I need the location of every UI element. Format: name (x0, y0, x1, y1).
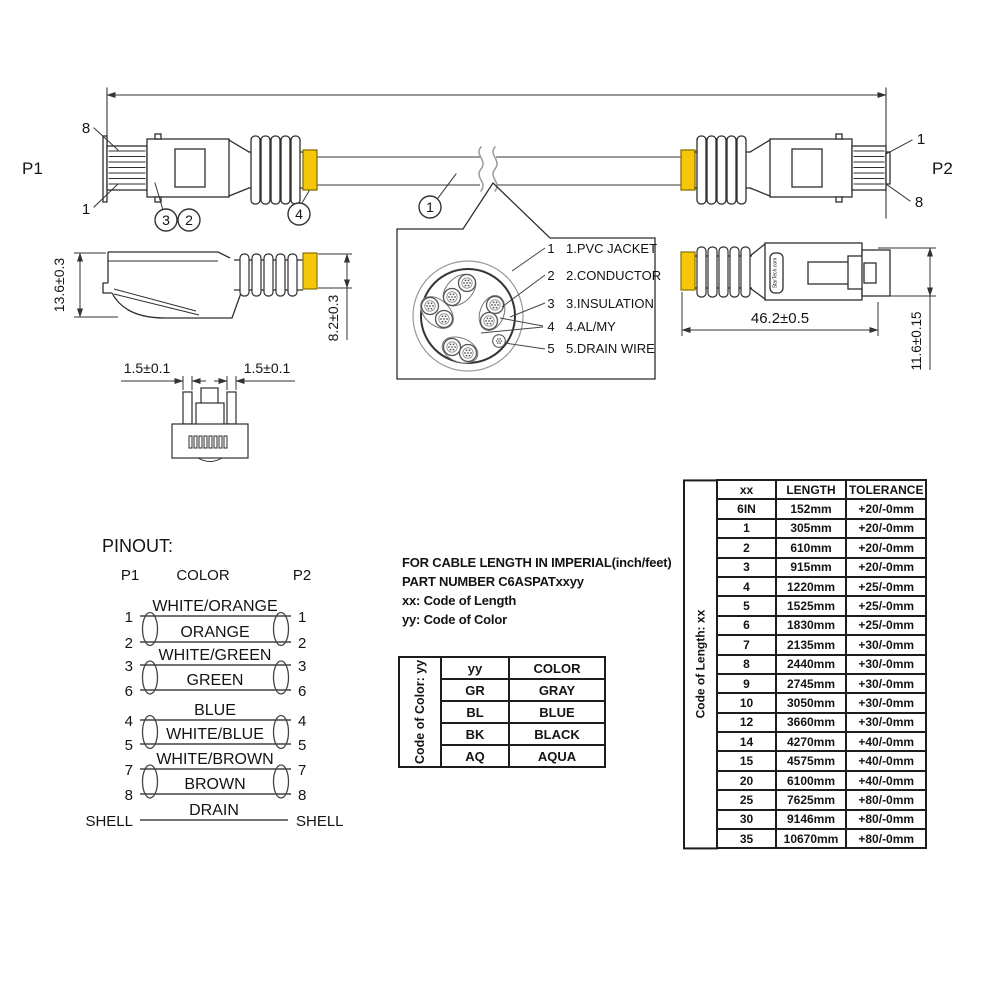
table-cell: +40/-0mm (846, 732, 926, 751)
pin-left: 5 (124, 737, 133, 754)
dim-connector-height-label: 13.6±0.3 (51, 257, 67, 313)
dim-tab-right-label: 1.5±0.1 (243, 360, 291, 376)
table-cell: 7625mm (776, 790, 846, 809)
table-cell: 10 (717, 693, 776, 712)
table-header-cell: yy (441, 657, 509, 679)
dim-tab-right (214, 376, 295, 390)
wire-color: ORANGE (180, 624, 250, 641)
table-row (717, 655, 926, 674)
wire-color: BLUE (194, 702, 236, 719)
table-cell: 7 (717, 635, 776, 654)
table-cell: +40/-0mm (846, 771, 926, 790)
pin-right: 5 (298, 737, 307, 754)
table-cell: 915mm (776, 558, 846, 577)
xs-num-2: 2 (547, 268, 555, 283)
pin-right: 1 (298, 609, 307, 626)
brand-label: StarTech.com (772, 257, 779, 289)
table-row (441, 745, 605, 767)
note-line: yy: Code of Color (402, 612, 507, 627)
xs-label-2: 2.CONDUCTOR (566, 268, 662, 283)
table-cell: 6 (717, 616, 776, 635)
callout-4 (288, 203, 310, 225)
side-view-drawing (51, 252, 352, 341)
table-cell: 610mm (776, 538, 846, 557)
front-view-drawing (121, 360, 295, 462)
pinout-header-p1: P1 (120, 567, 140, 584)
table-cell: AQ (441, 745, 509, 767)
pin-right: 6 (298, 683, 307, 700)
note-line: PART NUMBER C6ASPATxxyy (402, 574, 584, 589)
xs-label-4: 4.AL/MY (566, 319, 616, 334)
table-header-row (717, 480, 926, 499)
boot-side (234, 253, 317, 296)
xs-num-1: 1 (547, 241, 555, 256)
table-cell: 2 (717, 538, 776, 557)
table-cell: +20/-0mm (846, 499, 926, 518)
color-code-table-section (398, 656, 606, 768)
table-cell: +20/-0mm (846, 538, 926, 557)
table-cell: +30/-0mm (846, 713, 926, 732)
table-row (441, 701, 605, 723)
length-code-side-label: Code of Length: xx (683, 479, 718, 849)
table-cell: 14 (717, 732, 776, 751)
p2-pin1-label: 1 (916, 131, 926, 148)
table-row (717, 577, 926, 596)
table-cell: 305mm (776, 519, 846, 538)
note-line: FOR CABLE LENGTH IN IMPERIAL(inch/feet) (402, 555, 672, 570)
pin-right: 2 (298, 635, 307, 652)
color-code-table (440, 656, 606, 768)
table-cell: 35 (717, 829, 776, 848)
table-cell: +25/-0mm (846, 596, 926, 615)
pin-left: 7 (124, 762, 133, 779)
dim-connector-length-label: 46.2±0.5 (750, 310, 810, 327)
pinout-header-color: COLOR (176, 567, 230, 584)
table-cell: 3050mm (776, 693, 846, 712)
connector-p1-drawing (103, 134, 317, 204)
table-cell: 1220mm (776, 577, 846, 596)
table-cell: 1830mm (776, 616, 846, 635)
pin-right: 4 (298, 713, 307, 730)
pin-right: 7 (298, 762, 307, 779)
table-cell: 4270mm (776, 732, 846, 751)
table-cell: 1 (717, 519, 776, 538)
table-cell: +20/-0mm (846, 558, 926, 577)
p1-pin8-label: 8 (81, 120, 91, 137)
table-header-cell: LENGTH (776, 480, 846, 499)
shell-right-label: SHELL (296, 813, 344, 830)
pin-left: 6 (124, 683, 133, 700)
dim-connector-width-label: 11.6±0.15 (909, 311, 924, 371)
xs-label-1: 1.PVC JACKET (566, 241, 658, 256)
length-code-table (716, 479, 927, 849)
table-cell: BL (441, 701, 509, 723)
table-row (717, 558, 926, 577)
callout-1-num: 1 (426, 199, 434, 215)
pin-right: 8 (298, 787, 307, 804)
table-cell: 5 (717, 596, 776, 615)
table-cell: 3 (717, 558, 776, 577)
table-cell: AQUA (509, 745, 605, 767)
table-cell: +80/-0mm (846, 790, 926, 809)
boot-top (695, 247, 752, 297)
table-cell: 4 (717, 577, 776, 596)
pinout-header-p2: P2 (292, 567, 312, 584)
table-row (717, 674, 926, 693)
table-row (717, 810, 926, 829)
dim-connector-height (74, 253, 118, 317)
table-cell: +30/-0mm (846, 693, 926, 712)
table-cell: 12 (717, 713, 776, 732)
xs-num-5: 5 (547, 341, 555, 356)
table-cell: GR (441, 679, 509, 701)
table-cell: 3660mm (776, 713, 846, 732)
dim-tab-left-label: 1.5±0.1 (123, 360, 171, 376)
pin-left: 3 (124, 658, 133, 675)
table-cell: 20 (717, 771, 776, 790)
strain-relief-band-p1 (303, 150, 317, 190)
table-cell: 8 (717, 655, 776, 674)
dim-boot-height-label: 8.2±0.3 (325, 294, 341, 342)
table-cell: 1525mm (776, 596, 846, 615)
table-cell: +30/-0mm (846, 635, 926, 654)
xs-label-5: 5.DRAIN WIRE (566, 341, 655, 356)
table-cell: 152mm (776, 499, 846, 518)
strain-relief-band-side (303, 253, 317, 289)
table-cell: BLUE (509, 701, 605, 723)
shell-left-label: SHELL (85, 813, 133, 830)
callout-1 (419, 196, 441, 218)
table-cell: +80/-0mm (846, 810, 926, 829)
dim-tab-left (121, 376, 206, 390)
xs-num-4: 4 (547, 319, 555, 334)
table-cell: +80/-0mm (846, 829, 926, 848)
wire-color: BROWN (184, 776, 246, 793)
boot-p1 (249, 136, 303, 204)
pin-left: 1 (124, 609, 133, 626)
wire-color: WHITE/GREEN (158, 647, 272, 664)
table-cell: 15 (717, 751, 776, 770)
table-cell: +25/-0mm (846, 616, 926, 635)
table-cell: 4575mm (776, 751, 846, 770)
p1-label: P1 (22, 159, 43, 178)
table-cell: 9146mm (776, 810, 846, 829)
table-cell: 2135mm (776, 635, 846, 654)
strain-relief-band-p2 (681, 150, 695, 190)
table-row (717, 790, 926, 809)
table-row (717, 596, 926, 615)
pin-left: 8 (124, 787, 133, 804)
table-row (717, 538, 926, 557)
connector-p2-drawing (681, 134, 890, 204)
table-row (717, 771, 926, 790)
wire-color: WHITE/BLUE (166, 726, 264, 743)
table-header-cell: COLOR (509, 657, 605, 679)
table-cell: 30 (717, 810, 776, 829)
p2-label: P2 (932, 159, 953, 178)
table-header-cell: TOLERANCE (846, 480, 926, 499)
wire-color-drain: DRAIN (189, 802, 239, 819)
table-cell: +30/-0mm (846, 674, 926, 693)
cable-jacket-lines (317, 157, 681, 185)
boot-p2 (695, 136, 750, 204)
table-row (717, 635, 926, 654)
p2-pin8-label: 8 (914, 194, 924, 211)
note-line: xx: Code of Length (402, 593, 517, 608)
table-cell: BK (441, 723, 509, 745)
table-header-cell: xx (717, 480, 776, 499)
pin-right: 3 (298, 658, 307, 675)
table-cell: 25 (717, 790, 776, 809)
table-row (717, 751, 926, 770)
p1-pin1-label: 1 (81, 201, 91, 218)
table-cell: 9 (717, 674, 776, 693)
table-cell: GRAY (509, 679, 605, 701)
pinout-diagram (85, 536, 343, 830)
strain-relief-band-top (681, 252, 695, 290)
table-row (717, 499, 926, 518)
length-code-table-section (683, 479, 927, 849)
table-row (717, 519, 926, 538)
callout-2-num: 2 (185, 212, 193, 228)
wire-color: WHITE/BROWN (156, 751, 274, 768)
xs-label-3: 3.INSULATION (566, 296, 654, 311)
table-row (717, 616, 926, 635)
pin-left: 2 (124, 635, 133, 652)
table-row (441, 723, 605, 745)
table-row (717, 829, 926, 848)
table-header-row (441, 657, 605, 679)
pinout-title: PINOUT: (102, 536, 174, 556)
callout-3 (155, 209, 177, 231)
color-code-side-label: Code of Color: yy (398, 656, 442, 768)
table-cell: +30/-0mm (846, 655, 926, 674)
table-cell: 6100mm (776, 771, 846, 790)
cable-assembly (22, 88, 953, 231)
part-number-notes (402, 553, 672, 629)
xs-num-3: 3 (547, 296, 555, 311)
table-cell: BLACK (509, 723, 605, 745)
table-cell: +40/-0mm (846, 751, 926, 770)
wire-color: GREEN (186, 672, 244, 689)
wire-color: WHITE/ORANGE (152, 598, 278, 615)
callout-2 (178, 209, 200, 231)
table-row (441, 679, 605, 701)
table-row (717, 693, 926, 712)
callout-3-num: 3 (162, 212, 170, 228)
top-view-drawing (681, 243, 936, 370)
table-row (717, 713, 926, 732)
table-row (717, 732, 926, 751)
table-cell: +25/-0mm (846, 577, 926, 596)
pin-left: 4 (124, 713, 133, 730)
table-cell: 2745mm (776, 674, 846, 693)
drain-wire (493, 335, 506, 348)
table-cell: 10670mm (776, 829, 846, 848)
table-cell: +20/-0mm (846, 519, 926, 538)
table-cell: 6IN (717, 499, 776, 518)
table-cell: 2440mm (776, 655, 846, 674)
callout-4-num: 4 (295, 206, 303, 222)
